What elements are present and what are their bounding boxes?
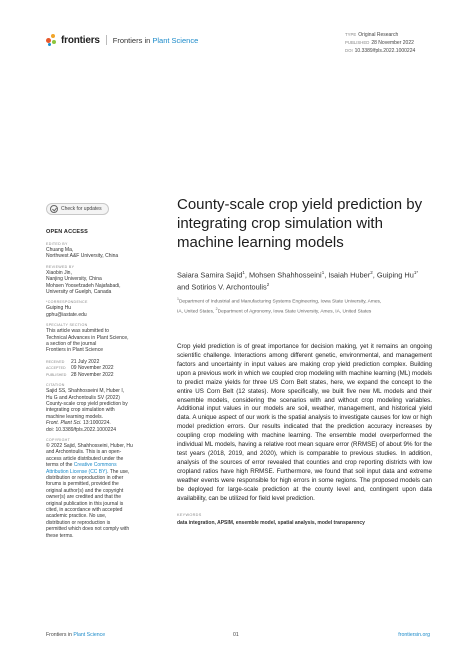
check-updates-label: Check for updates — [61, 206, 102, 212]
citation — [46, 383, 158, 433]
copyright-line: access article distributed under the — [46, 455, 124, 462]
footer-journal-prefix: Frontiers in — [46, 632, 74, 638]
citation-heading: CITATION — [46, 383, 65, 388]
affiliation-1: Department of Industrial and Manufacturing Systems Engineering, Iowa State University, Ames, — [178, 299, 382, 305]
author-sup: 1 — [321, 270, 325, 275]
affil-marker: 2 — [215, 306, 218, 311]
author-sup: 1* — [413, 270, 419, 275]
author-name[interactable]: Isaiah Huber — [328, 270, 371, 280]
specialty-line: This article was submitted to — [46, 328, 110, 335]
reviewed-by-line: Mohsen Yoosefzadeh Najafabadi, — [46, 282, 121, 289]
author-sup: 2 — [370, 270, 373, 275]
citation-line: integrating crop simulation with — [46, 407, 115, 414]
copyright-line: and Archontoulis. This is an open- — [46, 449, 122, 456]
citation-doi[interactable]: doi: 10.3389/fpls.2022.1000224 — [46, 426, 117, 433]
citation-line: County-scale crop yield prediction by — [46, 400, 128, 407]
edited-by-line: Northwest A&F University, China — [46, 253, 119, 260]
logo-text[interactable]: frontiers — [61, 34, 100, 46]
doi-label: DOI — [345, 48, 353, 53]
copyright-line: original publication in this journal is — [46, 500, 124, 507]
page-number: 01 — [233, 632, 239, 638]
copyright-line: owner(s) are credited and that the — [46, 494, 122, 501]
copyright-heading: COPYRIGHT — [46, 437, 71, 442]
copyright-text: . The use, — [107, 468, 130, 475]
accepted-date: 09 November 2022 — [71, 365, 114, 372]
citation-line: Hu G and Archontoulis SV (2022) — [46, 394, 120, 401]
specialty-section — [46, 323, 158, 354]
received-label: RECEIVED — [46, 359, 65, 364]
reviewed-by — [46, 265, 158, 296]
footer-journal-accent: Plant Science — [73, 632, 106, 638]
open-access-label: OPEN ACCESS — [46, 229, 89, 235]
author-name[interactable]: Saiara Samira Sajid — [177, 270, 243, 280]
footer-journal — [46, 632, 105, 638]
affiliations — [177, 296, 432, 315]
reviewed-by-line: University of Guelph, Canada — [46, 289, 112, 296]
journal-header — [46, 31, 198, 49]
author-name[interactable]: Guiping Hu — [376, 270, 414, 280]
doi-row — [345, 47, 415, 55]
copyright-line: original author(s) and the copyright — [46, 487, 124, 494]
copyright-line: distribution or reproduction is — [46, 519, 111, 526]
check-for-updates-button[interactable] — [46, 203, 109, 215]
accepted-label: ACCEPTED — [46, 366, 66, 371]
reviewed-by-line: Xiaobin Jin, — [46, 269, 72, 276]
keywords: data integration, APSIM, ensemble model, spatial analysis, model transparency — [177, 520, 365, 527]
author-name[interactable]: Sotirios V. Archontoulis — [191, 282, 267, 292]
article-title: County-scale crop yield prediction by integrating crop simulation with machine learning models — [177, 196, 423, 251]
citation-line: machine learning models. — [46, 413, 103, 420]
citation-volume: 13:1000224. — [81, 420, 111, 427]
published-label: PUBLISHED — [345, 40, 370, 45]
type-row — [345, 31, 415, 39]
published-date: 28 November 2022 — [71, 371, 114, 378]
specialty-line: Technical Advances in Plant Science, — [46, 334, 129, 341]
reviewed-by-line: Nanjing University, China — [46, 276, 102, 283]
license-link[interactable]: Creative Commons — [73, 462, 117, 469]
affil-marker: 1 — [177, 296, 179, 301]
author-sup: 1 — [242, 270, 245, 275]
specialty-line: Frontiers in Plant Science — [46, 347, 103, 354]
keywords-heading: KEYWORDS — [177, 513, 202, 518]
author-list: Saiara Samira Sajid$^1$, Mohsen Shahhosseini$^1$, Isaiah Huber$^2$, Guiping $Hu^{1*}$ and Sotirios V. Archontoulis$^2$ — [177, 270, 419, 292]
header-divider — [106, 35, 107, 45]
reviewed-by-heading: REVIEWED BY — [46, 264, 75, 269]
sidebar — [46, 200, 158, 544]
license-link[interactable]: Attribution License (CC BY) — [46, 468, 108, 475]
copyright-line: forums is permitted, provided the — [46, 481, 119, 488]
citation-line: Sajid SS, Shahhosseini M, Huber I, — [46, 388, 125, 395]
dates — [46, 359, 158, 378]
journal-prefix: Frontiers in — [112, 35, 153, 45]
author-name[interactable]: Mohsen Shahhosseini — [248, 270, 322, 280]
copyright-line: © 2022 Sajid, Shahhosseini, Huber, Hu — [46, 442, 133, 449]
edited-by-line: Chuang Ma, — [46, 247, 74, 253]
article-meta — [345, 31, 415, 55]
correspondence-name: Guiping Hu — [46, 305, 72, 312]
correspondence-email[interactable]: gphu@iastate.edu — [46, 311, 87, 318]
affiliation-2: Department of Agronomy, Iowa State University, Ames, IA, United States — [217, 309, 372, 315]
copyright-line: distribution or reproduction in other — [46, 474, 124, 481]
abstract: Crop yield prediction is of great importance for decision making, yet it remains an ongoing scientific challenge. Interactions among different genetic, environmental, and management factors and uncertainty in input values are making crop yield prediction complex. Building upon a previous work in which we coupled crop modeling with machine learning (ML) models to predict maize yields for three US Corn Belt states, here, we expand the concept to the entire US Corn Belt (12 states). More specifically, we built five new ML models and their ensemble models, considering the scenarios with and without crop modeling variables. Additional input values in our models are soil, weather, management, and historical yield data. A unique aspect of our work is the spatial analysis to investigate causes for low or high model prediction errors. Our results indicated that the prediction accuracy increases by coupling crop modeling with machine learning. The ensemble model overperformed the individual ML models, having a relative root mean square error (RRMSE) of about 9% for the test years (2018, 2019, and 2020), which is comparable to previous studies. In addition, analysis of the sources of error revealed that counties and crop reporting districts with low cropland ratios have high RRMSE. Furthermore, we found that soil input data and extreme weather events were responsible for high errors in some regions. The proposed models can be deployed for large-scale prediction at the county level and, contingent upon data availability, can be utilized for field level prediction. — [177, 343, 432, 502]
edited-by — [46, 242, 158, 260]
copyright-text: terms of the — [46, 462, 74, 469]
published-row — [345, 39, 415, 47]
type-label: TYPE — [345, 32, 357, 37]
check-updates-icon — [50, 205, 58, 213]
edited-by-heading: EDITED BY — [46, 242, 68, 246]
citation-journal: Front. Plant Sci. — [46, 420, 82, 427]
journal-accent: Plant Science — [152, 35, 199, 45]
frontiers-logo-icon[interactable] — [46, 34, 58, 46]
correspondence — [46, 300, 158, 318]
copyright-line: academic practice. No use, — [46, 513, 107, 520]
article-main — [177, 195, 432, 526]
correspondence-heading: *CORRESPONDENCE — [46, 300, 88, 305]
copyright-line: permitted which does not comply with — [46, 526, 130, 533]
copyright-line: cited, in accordance with accepted — [46, 507, 123, 513]
footer-site-link[interactable]: frontiersin.org — [398, 632, 430, 638]
published-value: 28 November 2022 — [371, 40, 414, 46]
author-sup: 2 — [266, 282, 270, 288]
type-value: Original Research — [358, 32, 399, 38]
affiliation-1-cont: IA, United States, — [177, 309, 216, 315]
published-date-label: PUBLISHED — [46, 372, 67, 377]
published-date-row — [46, 372, 158, 378]
specialty-heading: SPECIALTY SECTION — [46, 323, 88, 328]
journal-name[interactable] — [113, 36, 198, 45]
doi-value[interactable]: 10.3389/fpls.2022.1000224 — [354, 48, 416, 54]
specialty-line: a section of the journal — [46, 341, 97, 348]
received-date: 21 July 2022 — [71, 358, 100, 365]
copyright-line: these terms. — [46, 532, 74, 539]
copyright — [46, 438, 158, 539]
